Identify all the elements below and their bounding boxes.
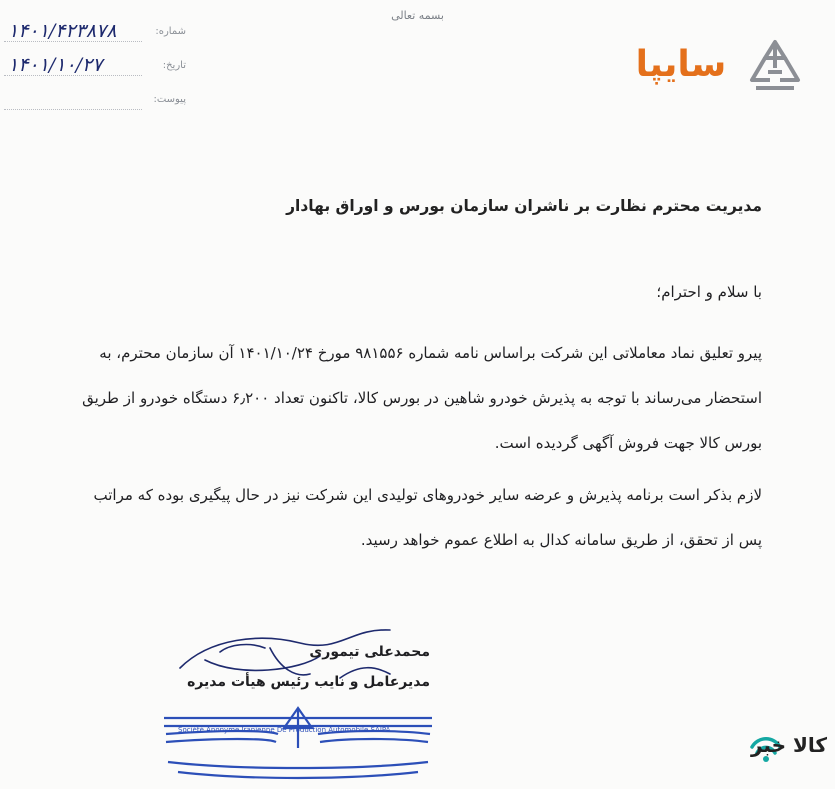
watermark-text: کالا خبر xyxy=(750,733,827,757)
saipa-wordmark: سایپا xyxy=(635,44,727,85)
attachment-label: پیوست: xyxy=(153,94,186,105)
date-row xyxy=(4,54,194,78)
saipa-logo xyxy=(622,38,808,96)
signatory-title: مدیرعامل و نایب رئیس هیأت مدیره xyxy=(187,674,430,690)
attachment-line xyxy=(4,109,142,110)
letter-number: ۱۴۰۱/۴۲۳۸۷۸ xyxy=(8,20,117,42)
number-row xyxy=(4,20,194,44)
basmala: بسمه تعالی xyxy=(391,9,444,22)
paragraph-2: لازم بذکر است برنامه پذیرش و عرضه سایر خودروهای تولیدی این شرکت نیز در حال پیگیری بوده که مراتب پس از تحقق، از طریق سامانه کدال به اطلاع عموم خواهد رسید. xyxy=(93,486,762,549)
date-line xyxy=(4,75,142,76)
greeting: با سلام و احترام؛ xyxy=(656,283,762,301)
reference-block xyxy=(0,18,200,113)
signature-block xyxy=(150,608,450,783)
recipient-line: مدیریت محترم نظارت بر ناشران سازمان بورس و اوراق بهادار xyxy=(286,197,762,215)
paragraph-1: پیرو تعلیق نماد معاملاتی این شرکت براساس نامه شماره ۹۸۱۵۵۶ مورخ ۱۴۰۱/۱۰/۲۴ آن سازمان محترم، به استحضار می‌رساند با توجه به پذیرش خودرو شاهین در بورس کالا، تاکنون تعداد ۶٫۲۰۰ دستگاه خودرو از طریق بورس کالا جهت فروش آگهی گردیده است. xyxy=(82,344,762,452)
number-label: شماره: xyxy=(155,26,186,37)
news-watermark xyxy=(749,725,829,781)
saipa-emblem-icon xyxy=(744,38,806,96)
handwritten-signature xyxy=(150,608,450,718)
attachment-row xyxy=(4,88,194,112)
letter-date: ۱۴۰۱/۱۰/۲۷ xyxy=(8,54,103,76)
stamp-inscription: Société Anonyme Iranienne De Production Automobile SAIPA xyxy=(178,726,391,734)
date-label: تاریخ: xyxy=(162,60,186,71)
number-line xyxy=(4,41,142,42)
signatory-name: محمدعلی تیموری xyxy=(309,644,430,660)
company-stamp xyxy=(158,704,438,784)
